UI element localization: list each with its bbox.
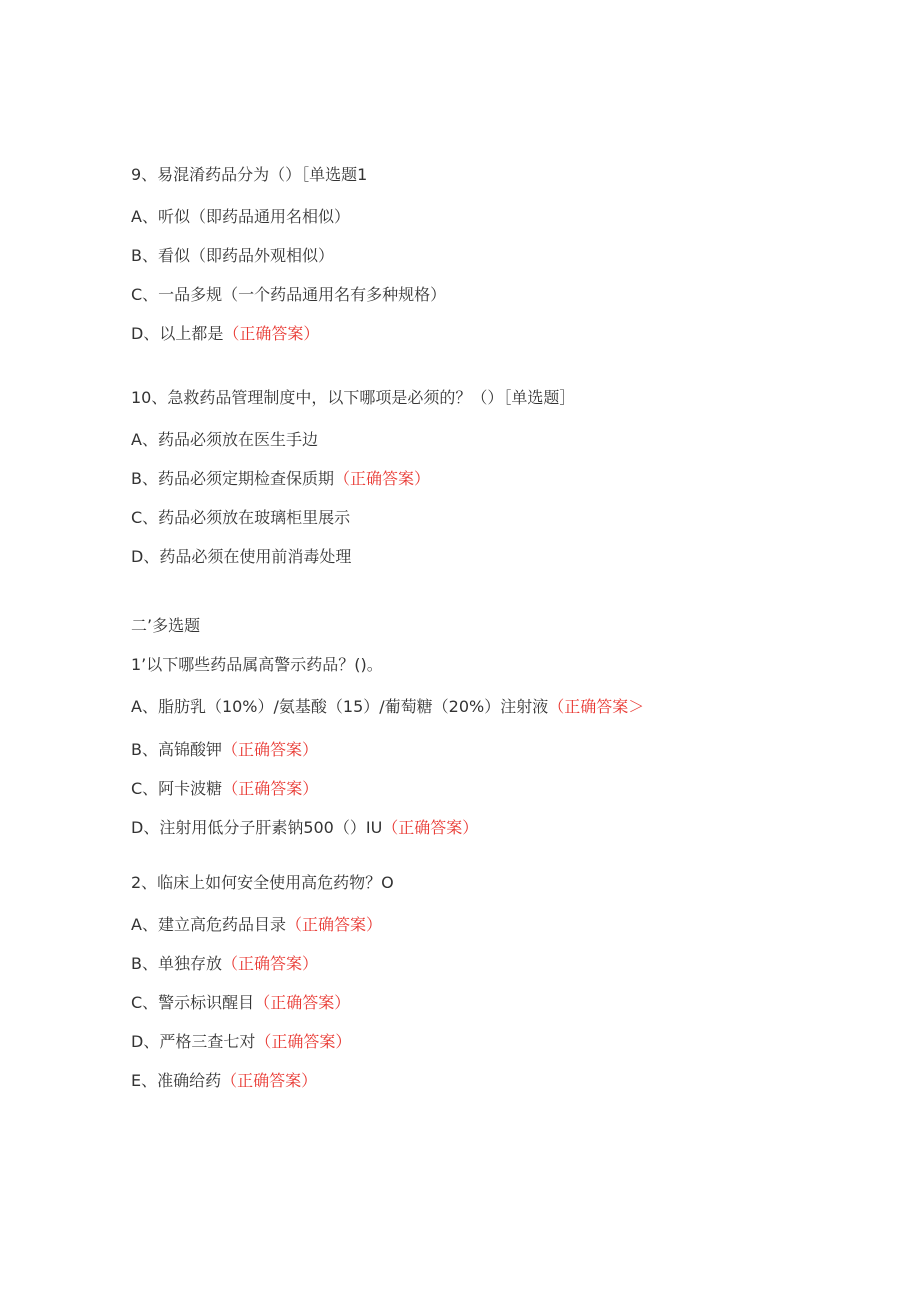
multi-question-1-stem-text: 1’以下哪些药品属高警示药品？()。 <box>131 655 383 674</box>
question-10-option-b <box>131 469 430 489</box>
question-9-stem-text: 9、易混淆药品分为（）［单选题1 <box>131 165 368 184</box>
multi-question-2-stem-text: 2、临床上如何安全使用高危药物？O <box>131 873 394 892</box>
multi-question-2-option-d <box>131 1032 351 1052</box>
correct-answer-mark: （正确答案） <box>222 779 319 798</box>
correct-answer-mark: （正确答案） <box>254 993 351 1012</box>
multi-question-2-option-b <box>131 954 318 974</box>
multi-question-2-option-a <box>131 915 382 935</box>
option-text: D、严格三查七对 <box>131 1032 256 1051</box>
section-title-text: 二’多选题 <box>131 616 201 635</box>
option-text: E、准确给药 <box>131 1071 222 1090</box>
option-text: B、看似（即药品外观相似） <box>131 246 334 265</box>
correct-answer-mark: （正确答案） <box>382 818 479 837</box>
option-text: C、阿卡波糖 <box>131 779 223 798</box>
question-10-stem-text: 10、急救药品管理制度中，以下哪项是必须的？（）［单选题］ <box>131 388 576 407</box>
multi-question-2-option-e <box>131 1071 317 1091</box>
question-9-option-c <box>131 285 446 305</box>
correct-answer-mark: （正确答案） <box>221 740 318 759</box>
multi-question-2-stem <box>131 873 394 893</box>
correct-answer-mark: （正确答案） <box>221 1071 318 1090</box>
option-text: C、警示标识醒目 <box>131 993 255 1012</box>
correct-answer-mark: （正确答案） <box>285 915 382 934</box>
option-text: A、脂肪乳（10%）/氨基酸（15）/葡萄糖（20%）注射液 <box>131 697 549 716</box>
option-text: A、建立高危药品目录 <box>131 915 286 934</box>
correct-answer-mark: （正确答案） <box>221 954 318 973</box>
multi-question-1-option-c <box>131 779 318 799</box>
question-10-option-a <box>131 430 318 450</box>
option-text: A、药品必须放在医生手边 <box>131 430 318 449</box>
option-text: B、药品必须定期检查保质期 <box>131 469 334 488</box>
question-10-option-c <box>131 508 350 528</box>
option-text: A、听似（即药品通用名相似） <box>131 207 350 226</box>
multi-question-1-option-b <box>131 740 318 760</box>
section-title <box>131 616 200 636</box>
option-text: D、注射用低分子肝素钠500（）IU <box>131 818 383 837</box>
question-10-option-d <box>131 547 351 567</box>
correct-answer-mark: （正确答案） <box>333 469 430 488</box>
question-9-option-a <box>131 207 350 227</box>
option-text: C、药品必须放在玻璃柜里展示 <box>131 508 351 527</box>
option-text: B、单独存放 <box>131 954 222 973</box>
multi-question-1-stem <box>131 655 383 675</box>
option-text: C、一品多规（一个药品通用名有多种规格） <box>131 285 447 304</box>
option-text: D、以上都是 <box>131 324 224 343</box>
multi-question-1-option-a <box>131 697 644 717</box>
question-9-stem <box>131 165 367 185</box>
correct-answer-mark: （正确答案） <box>255 1032 352 1051</box>
correct-answer-mark: （正确答案＞ <box>548 697 645 716</box>
multi-question-2-option-c <box>131 993 350 1013</box>
multi-question-1-option-d <box>131 818 478 838</box>
option-text: D、药品必须在使用前消毒处理 <box>131 547 352 566</box>
question-10-stem <box>131 388 575 408</box>
question-9-option-d <box>131 324 319 344</box>
correct-answer-mark: （正确答案） <box>223 324 320 343</box>
option-text: B、高锦酸钾 <box>131 740 222 759</box>
question-9-option-b <box>131 246 334 266</box>
